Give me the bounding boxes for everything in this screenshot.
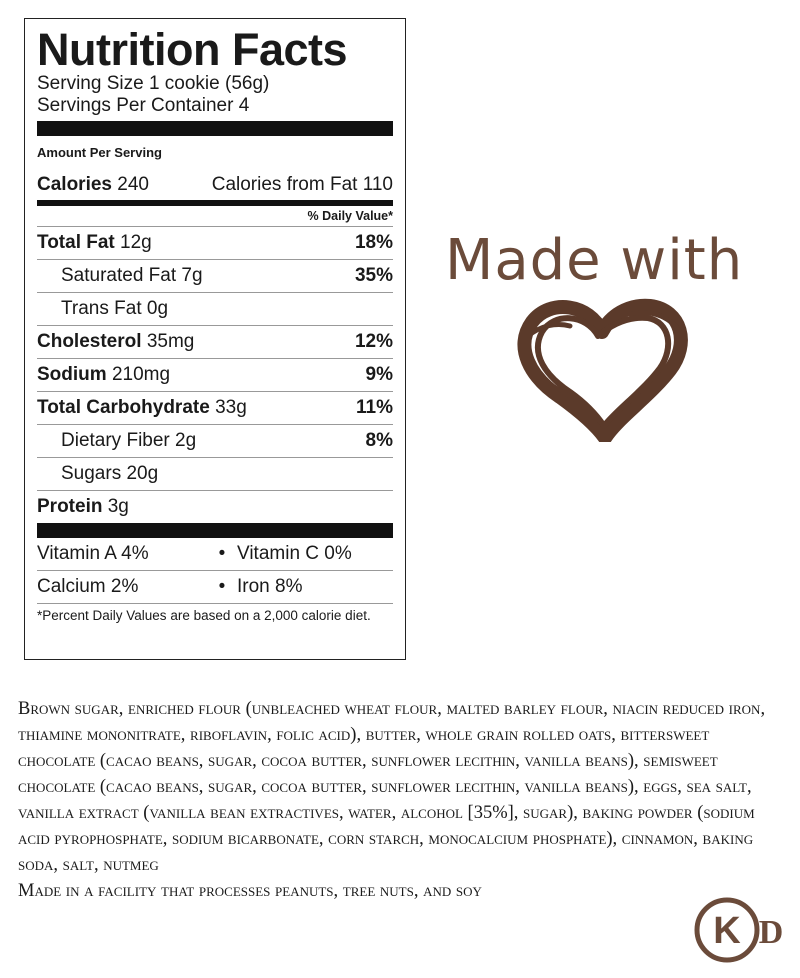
calories-row xyxy=(37,170,393,200)
nutrient-amount: 210mg xyxy=(111,364,171,385)
vitamin-right: Iron 8% xyxy=(237,576,303,597)
nutrient-percent: 18% xyxy=(354,232,393,253)
nutrient-amount: 33g xyxy=(215,397,247,418)
dairy-letter: D xyxy=(758,914,784,951)
nutrient-label: Dietary Fiber xyxy=(61,430,170,451)
nutrient-percent: 35% xyxy=(354,265,393,286)
nutrient-amount: 12g xyxy=(120,232,152,253)
nutrient-row-sodium xyxy=(37,359,393,391)
nutrient-percent: 12% xyxy=(354,331,393,352)
calories-label: Calories xyxy=(37,174,112,195)
nutrient-row-cholesterol xyxy=(37,326,393,358)
kosher-dairy-symbol xyxy=(693,896,789,964)
chocolate-heart-icon xyxy=(510,292,695,442)
nutrient-amount: 35mg xyxy=(146,331,195,352)
nutrient-row-sugars xyxy=(37,458,393,490)
nutrient-label: Total Fat xyxy=(37,232,115,253)
nutrient-row-total-fat xyxy=(37,227,393,259)
daily-value-footnote: *Percent Daily Values are based on a 2,000 calorie diet. xyxy=(37,608,371,623)
nutrient-amount: 20g xyxy=(126,463,159,484)
nutrition-facts-panel xyxy=(24,18,406,660)
made-with-text: Made with xyxy=(445,228,744,293)
nutrient-label: Sodium xyxy=(37,364,107,385)
divider-thick xyxy=(37,523,393,538)
ingredients-section xyxy=(18,696,784,904)
nutrient-percent: 9% xyxy=(365,364,393,385)
nutrient-row-saturated-fat xyxy=(37,260,393,292)
nutrient-label: Total Carbohydrate xyxy=(37,397,210,418)
nutrient-label: Protein xyxy=(37,496,103,517)
nutrient-row-trans-fat xyxy=(37,293,393,325)
vitamin-row xyxy=(37,571,393,603)
nutrient-label: Sugars xyxy=(61,463,122,484)
allergen-note: Made in a facility that processes peanuts, tree nuts, and soy xyxy=(18,881,482,901)
nutrient-row-total-carbohydrate xyxy=(37,392,393,424)
vitamin-row xyxy=(37,538,393,570)
nutrient-percent: 8% xyxy=(365,430,393,451)
vitamin-right: Vitamin C 0% xyxy=(237,543,352,564)
divider-thick xyxy=(37,121,393,136)
nutrient-label: Cholesterol xyxy=(37,331,142,352)
calories-value: 240 xyxy=(117,174,149,195)
kosher-letter: K xyxy=(713,910,741,952)
calories-from-fat: Calories from Fat 110 xyxy=(211,174,393,195)
servings-per-container: Servings Per Container 4 xyxy=(37,95,250,116)
nutrient-amount: 3g xyxy=(107,496,129,517)
nutrient-amount: 0g xyxy=(146,298,169,319)
nutrition-title: Nutrition Facts xyxy=(37,24,348,75)
nutrient-percent: 11% xyxy=(356,397,393,418)
serving-size: Serving Size 1 cookie (56g) xyxy=(37,73,270,94)
amount-per-serving: Amount Per Serving xyxy=(37,145,162,160)
nutrient-label: Saturated Fat xyxy=(61,265,177,286)
nutrient-label: Trans Fat xyxy=(61,298,142,319)
bullet: • xyxy=(218,576,226,597)
ingredients-list: Brown sugar, enriched flour (unbleached wheat flour, malted barley flour, niacin reduced iron, thiamine mononitrate, riboflavin, folic acid), butter, whole grain rolled oats, bittersweet chocolate (cacao beans, sugar, cocoa butter, sunflower lecithin, vanilla beans), semisweet chocolate (cacao beans, sugar, cocoa butter, sunflower lecithin, vanilla beans), eggs, sea salt, vanilla extract (vanilla bean extractives, water, alcohol [35%], sugar), baking powder (sodium acid pyrophosphate, sodium bicarbonate, corn starch, monocalcium phosphate), cinnamon, baking soda, salt, nutmeg xyxy=(18,699,766,875)
nutrient-row-protein xyxy=(37,491,393,523)
nutrient-amount: 2g xyxy=(175,430,197,451)
nutrient-row-dietary-fiber xyxy=(37,425,393,457)
daily-value-header: % Daily Value* xyxy=(307,209,393,223)
vitamin-left: Vitamin A 4% xyxy=(37,543,149,564)
nutrient-amount: 7g xyxy=(181,265,203,286)
bullet: • xyxy=(218,543,226,564)
vitamin-left: Calcium 2% xyxy=(37,576,139,597)
